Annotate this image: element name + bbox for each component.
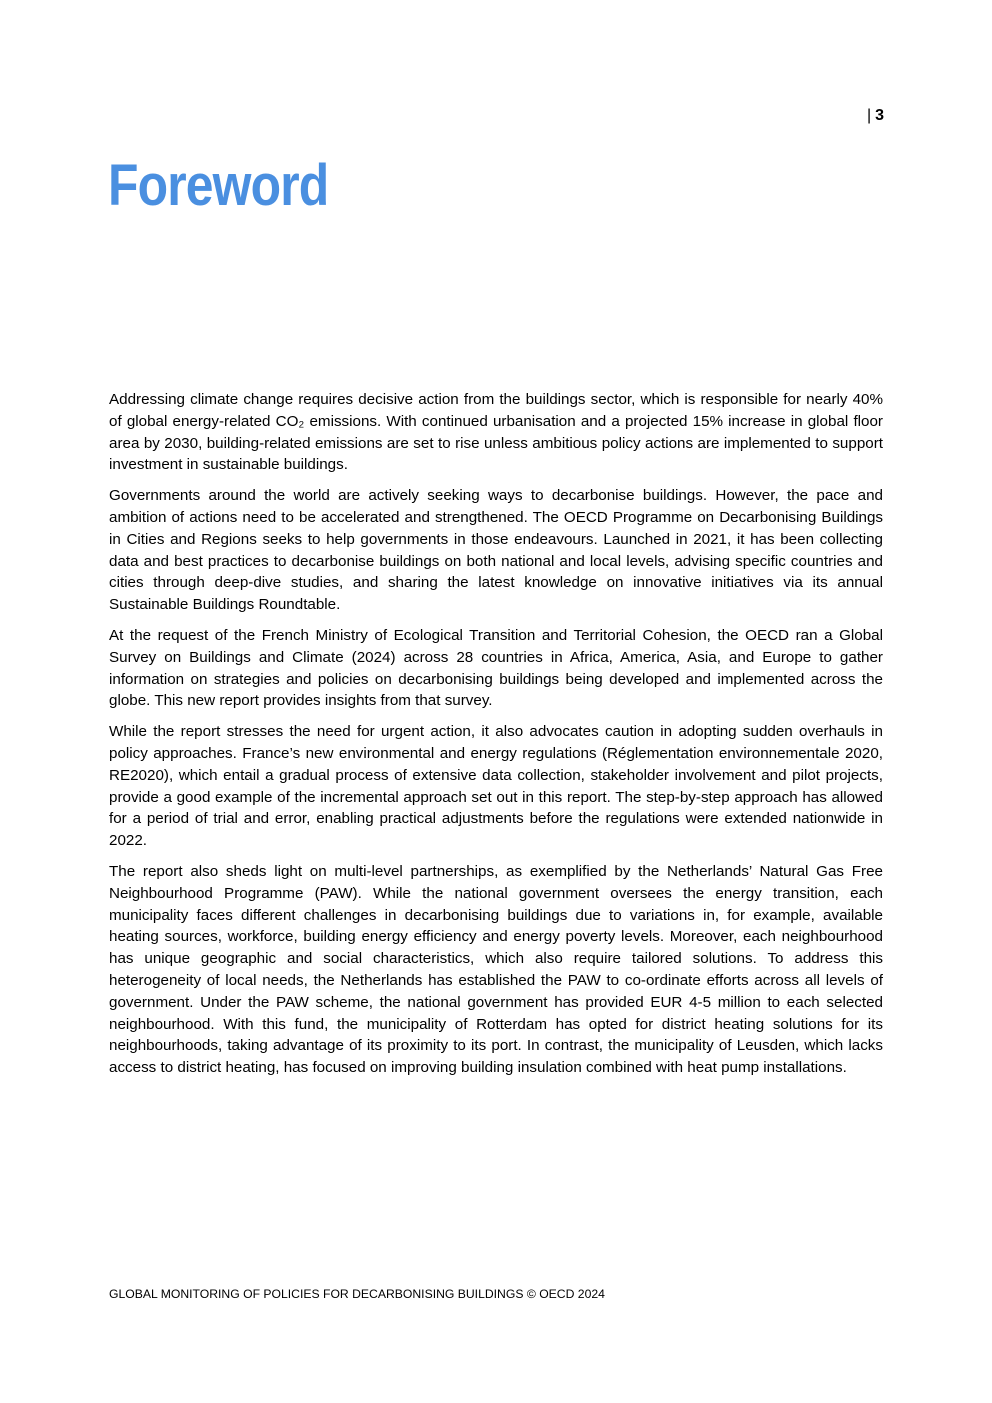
paragraph-2: Governments around the world are actively seeking ways to decarbonise buildings. However, the pace and ambition of actions need to be accelerated and strengthened. The OECD Programme on Decarbonising Buildings in Cities and Regions seeks to help governments in those endeavours. Launched in 2021, it has been collecting data and best practices to decarbonise buildings on both national and local levels, advising specific countries and cities through deep-dive studies, and sharing the latest knowledge on innovative initiatives via its annual Sustainable Buildings Roundtable. (109, 487, 883, 614)
body-text (109, 389, 883, 1088)
page-number-value: 3 (875, 107, 884, 124)
page-footer: GLOBAL MONITORING OF POLICIES FOR DECARBONISING BUILDINGS © OECD 2024 (109, 1287, 605, 1301)
page-title: Foreword (108, 153, 329, 218)
page-number-separator: | (866, 107, 872, 124)
paragraph-5: The report also sheds light on multi-level partnerships, as exemplified by the Netherlands’ Natural Gas Free Neighbourhood Programme (PAW). While the national government oversees the energy transition, each municipality faces different challenges in decarbonising buildings due to variations in, for example, available heating sources, workforce, building energy efficiency and energy poverty levels. Moreover, each neighbourhood has unique geographic and social characteristics, which also require tailored solutions. To address this heterogeneity of local needs, the Netherlands has established the PAW to co-ordinate efforts across all levels of government. Under the PAW scheme, the national government has provided EUR 4-5 million to each selected neighbourhood. With this fund, the municipality of Rotterdam has opted for district heating solutions for its neighbourhoods, taking advantage of its proximity to its port. In contrast, the municipality of Leusden, which lacks access to district heating, has focused on improving building insulation combined with heat pump installations. (109, 862, 883, 1077)
paragraph-3: At the request of the French Ministry of Ecological Transition and Territorial Cohesion, the OECD ran a Global Survey on Buildings and Climate (2024) across 28 countries in Africa, America, Asia, and Europe to gather information on strategies and policies on decarbonising buildings being developed and implemented across the globe. This new report provides insights from that survey. (109, 626, 883, 710)
page-number (867, 106, 884, 126)
paragraph-1: Addressing climate change requires decisive action from the buildings sector, which is responsible for nearly 40% of global energy-related CO₂ emissions. With continued urbanisation and a projected 15% increase in global floor area by 2030, building-related emissions are set to rise unless ambitious policy actions are implemented to support investment in sustainable buildings. (109, 391, 883, 474)
paragraph-4: While the report stresses the need for urgent action, it also advocates caution in adopting sudden overhauls in policy approaches. France’s new environmental and energy regulations (Réglementation environnementale 2020, RE2020), which entail a gradual process of extensive data collection, stakeholder involvement and pilot projects, provide a good example of the incremental approach set out in this report. The step-by-step approach has allowed for a period of trial and error, enabling practical adjustments before the regulations were extended nationwide in 2022. (109, 723, 883, 850)
